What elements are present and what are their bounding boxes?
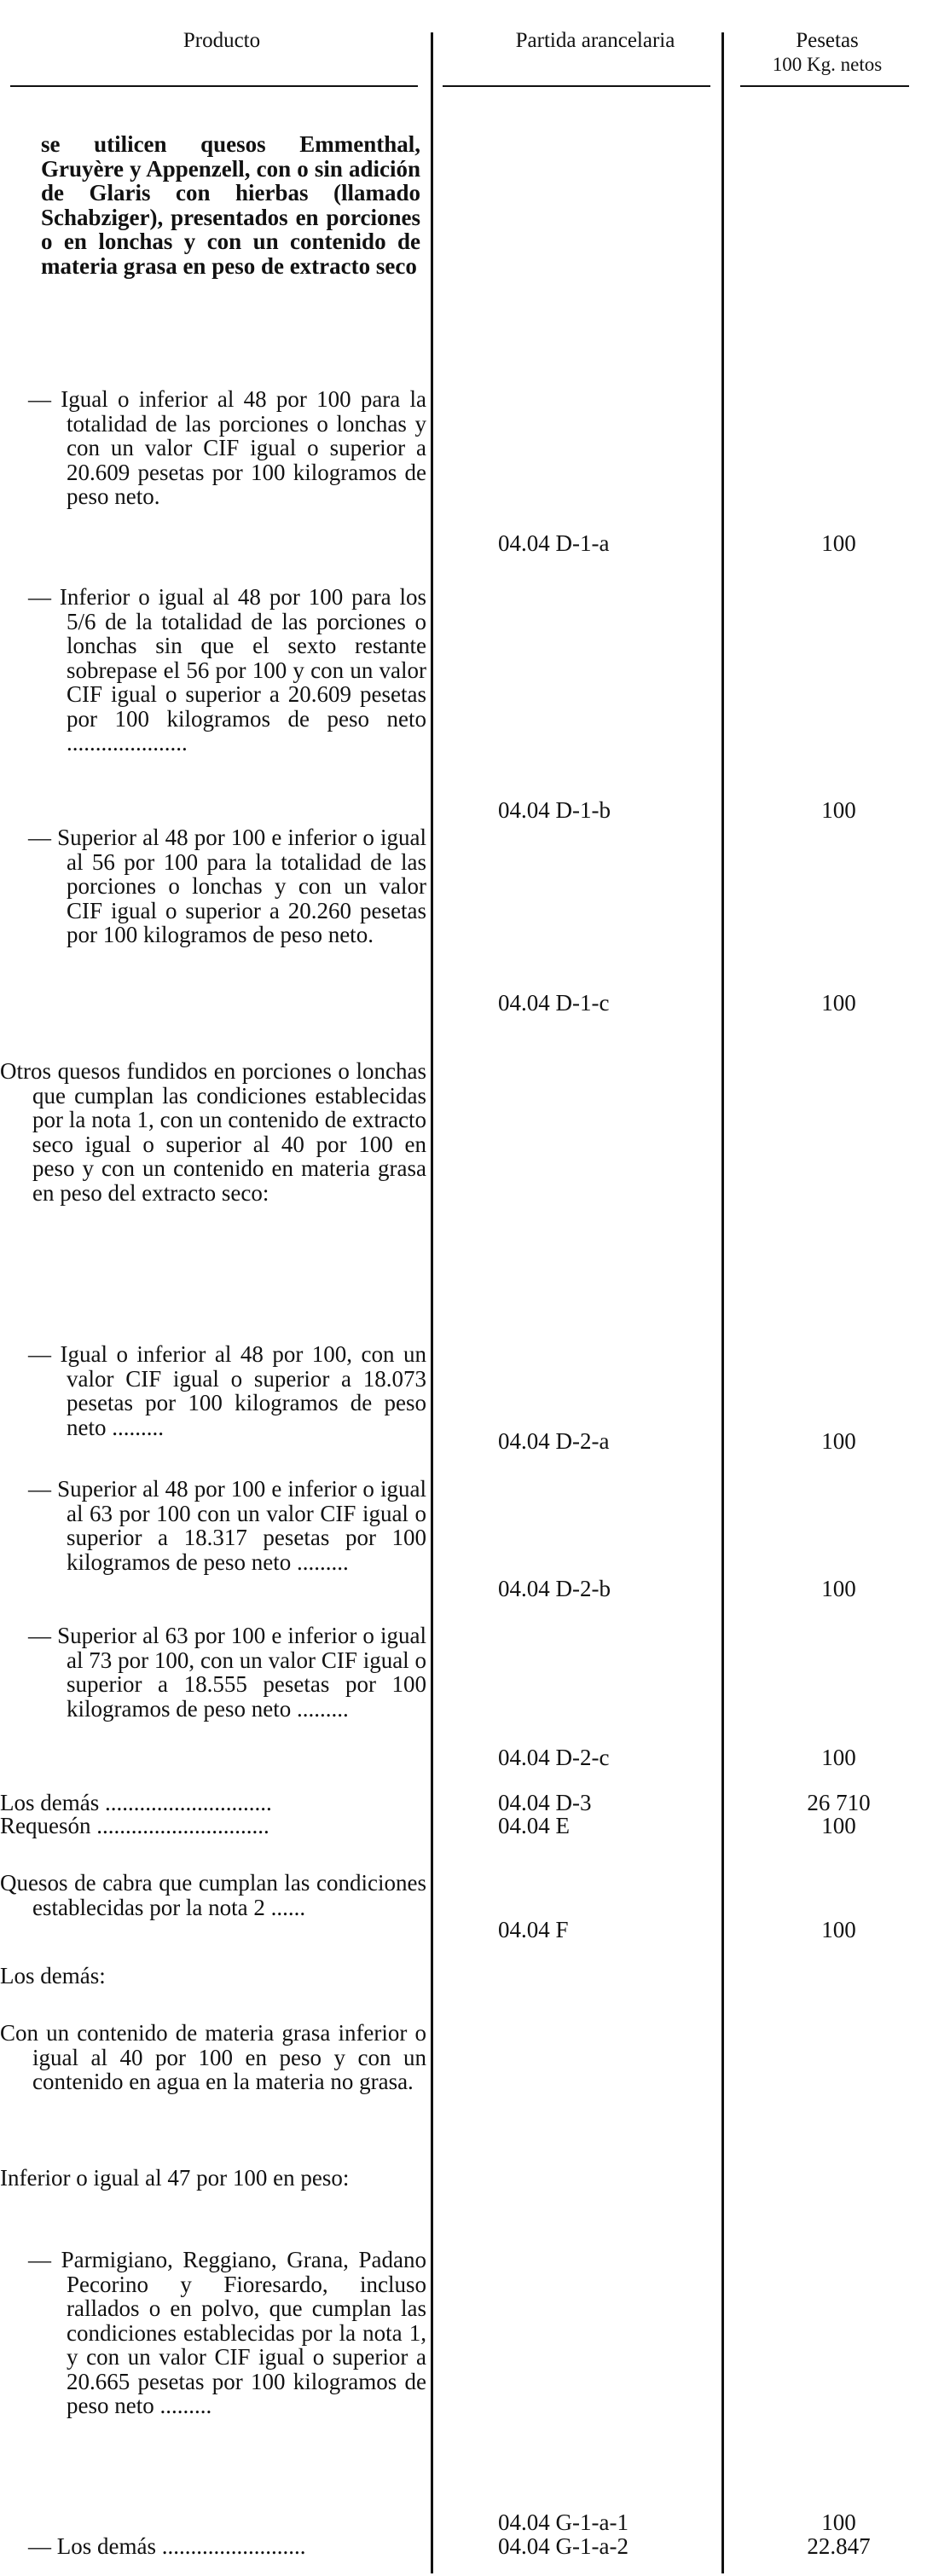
tariff-code: 04.04 D-2-b: [498, 1576, 611, 1601]
product-item-d2c: [0, 1624, 426, 1721]
header-pesetas: Pesetas: [796, 29, 859, 52]
product-item-g1a1: [0, 2248, 426, 2418]
pesetas-value: 100: [821, 1576, 856, 1601]
column-divider-left: [431, 32, 433, 2573]
product-text: — Superior al 48 por 100 e inferior o igual al 56 por 100 para la totalidad de las porciones o lonchas y con un valor CIF igual o superior a 20.260 pesetas por 100 kilogramos de peso neto.: [28, 825, 426, 947]
product-item-g1a2: [0, 2534, 426, 2559]
product-text: — Igual o inferior al 48 por 100, con un valor CIF igual o superior a 18.073 pesetas por 100 kilogramos de peso neto .........: [28, 1341, 426, 1440]
pesetas-value: 100: [821, 990, 856, 1016]
header-rule-partida: [443, 85, 710, 87]
product-text: — Igual o inferior al 48 por 100 para la totalidad de las porciones o lonchas y con un valor CIF igual o superior a 20.609 pesetas por 100 kilogramos de peso neto.: [28, 386, 426, 509]
product-materia-grasa: [0, 2021, 426, 2094]
product-item-d1a: [0, 387, 426, 509]
product-text: — Superior al 48 por 100 e inferior o igual al 63 por 100 con un valor CIF igual o superior a 18.317 pesetas por 100 kilogramos de peso neto .........: [28, 1476, 426, 1575]
product-text: — Parmigiano, Reggiano, Grana, Padano Pecorino y Fioresardo, incluso rallados o en polvo, que cumplan las condiciones establecidas por la nota 1, y con un valor CIF igual o superior a 20.665 pesetas por 100 kilogramos de peso neto .........: [28, 2247, 426, 2418]
product-text: — Los demás .........................: [28, 2534, 306, 2559]
header-pesetas-unit: 100 Kg. netos: [772, 54, 883, 75]
header-rule-producto: [10, 85, 418, 87]
product-item-d1b: [0, 585, 426, 755]
column-divider-right: [721, 32, 724, 2573]
product-text: Otros quesos fundidos en porciones o lonchas que cumplan las condiciones establecidas por la nota 1, con un contenido de extracto seco igual o superior al 40 por 100 en peso y con un contenido en materia grasa en peso del extracto seco:: [0, 1058, 426, 1206]
product-text: Quesos de cabra que cumplan las condiciones establecidas por la nota 2 ......: [0, 1870, 426, 1920]
pesetas-value: 22.847: [807, 2533, 871, 2559]
tariff-code: 04.04 E: [498, 1813, 570, 1838]
product-item-d2a: [0, 1342, 426, 1439]
pesetas-value: 100: [821, 1917, 856, 1942]
product-los-demas: [0, 1791, 426, 1815]
tariff-code: 04.04 D-1-c: [498, 990, 610, 1016]
pesetas-value: 100: [821, 1428, 856, 1454]
product-text: Los demás .............................: [0, 1791, 272, 1815]
product-inferior-47: [0, 2166, 426, 2191]
tariff-code: 04.04 D-1-b: [498, 797, 611, 823]
product-item-d2b: [0, 1477, 426, 1574]
tariff-code: 04.04 D-2-c: [498, 1745, 610, 1770]
tariff-code: 04.04 D-2-a: [498, 1428, 610, 1454]
product-text: Con un contenido de materia grasa inferior o igual al 40 por 100 en peso y con un contenido en agua en la materia no grasa.: [0, 2020, 426, 2094]
product-quesos-de-cabra: [0, 1871, 426, 1919]
pesetas-value: 100: [821, 2509, 856, 2535]
product-text: se utilicen quesos Emmenthal, Gruyère y Appenzell, con o sin adición de Glaris con hierbas (llamado Schabziger), presentados en porciones o en lonchas y con un contenido de materia grasa en peso de extracto seco: [41, 131, 420, 279]
pesetas-value: 100: [821, 1745, 856, 1770]
tariff-code: 04.04 G-1-a-2: [498, 2533, 629, 2559]
product-text: — Superior al 63 por 100 e inferior o igual al 73 por 100, con un valor CIF igual o superior a 18.555 pesetas por 100 kilogramos de peso neto .........: [28, 1623, 426, 1722]
product-requeson: [0, 1814, 426, 1838]
product-intro-emmenthal: [41, 132, 420, 278]
product-otros-quesos-fundidos: [0, 1059, 426, 1205]
product-text: — Inferior o igual al 48 por 100 para los 5/6 de la totalidad de las porciones o lonchas sin que el sexto restante sobrepase el 56 por 100 y con un valor CIF igual o superior a 20.609 pesetas por 100 kilogramos de peso neto .....................: [28, 584, 426, 755]
pesetas-value: 100: [821, 530, 856, 556]
tariff-code: 04.04 G-1-a-1: [498, 2509, 629, 2535]
pesetas-value: 100: [821, 1813, 856, 1838]
product-text: Requesón ..............................: [0, 1814, 269, 1838]
product-text: Inferior o igual al 47 por 100 en peso:: [0, 2165, 350, 2191]
header-partida-arancelaria: Partida arancelaria: [515, 29, 675, 52]
product-item-d1c: [0, 825, 426, 947]
product-los-demas-heading: [0, 1964, 426, 1988]
header-rule-pesetas: [740, 85, 909, 87]
pesetas-value: 100: [821, 797, 856, 823]
tariff-code: 04.04 D-1-a: [498, 530, 610, 556]
header-producto: Producto: [183, 29, 261, 52]
product-text: Los demás:: [0, 1963, 106, 1988]
pesetas-value: 26 710: [807, 1790, 871, 1815]
tariff-code: 04.04 D-3: [498, 1790, 592, 1815]
tariff-code: 04.04 F: [498, 1917, 569, 1942]
